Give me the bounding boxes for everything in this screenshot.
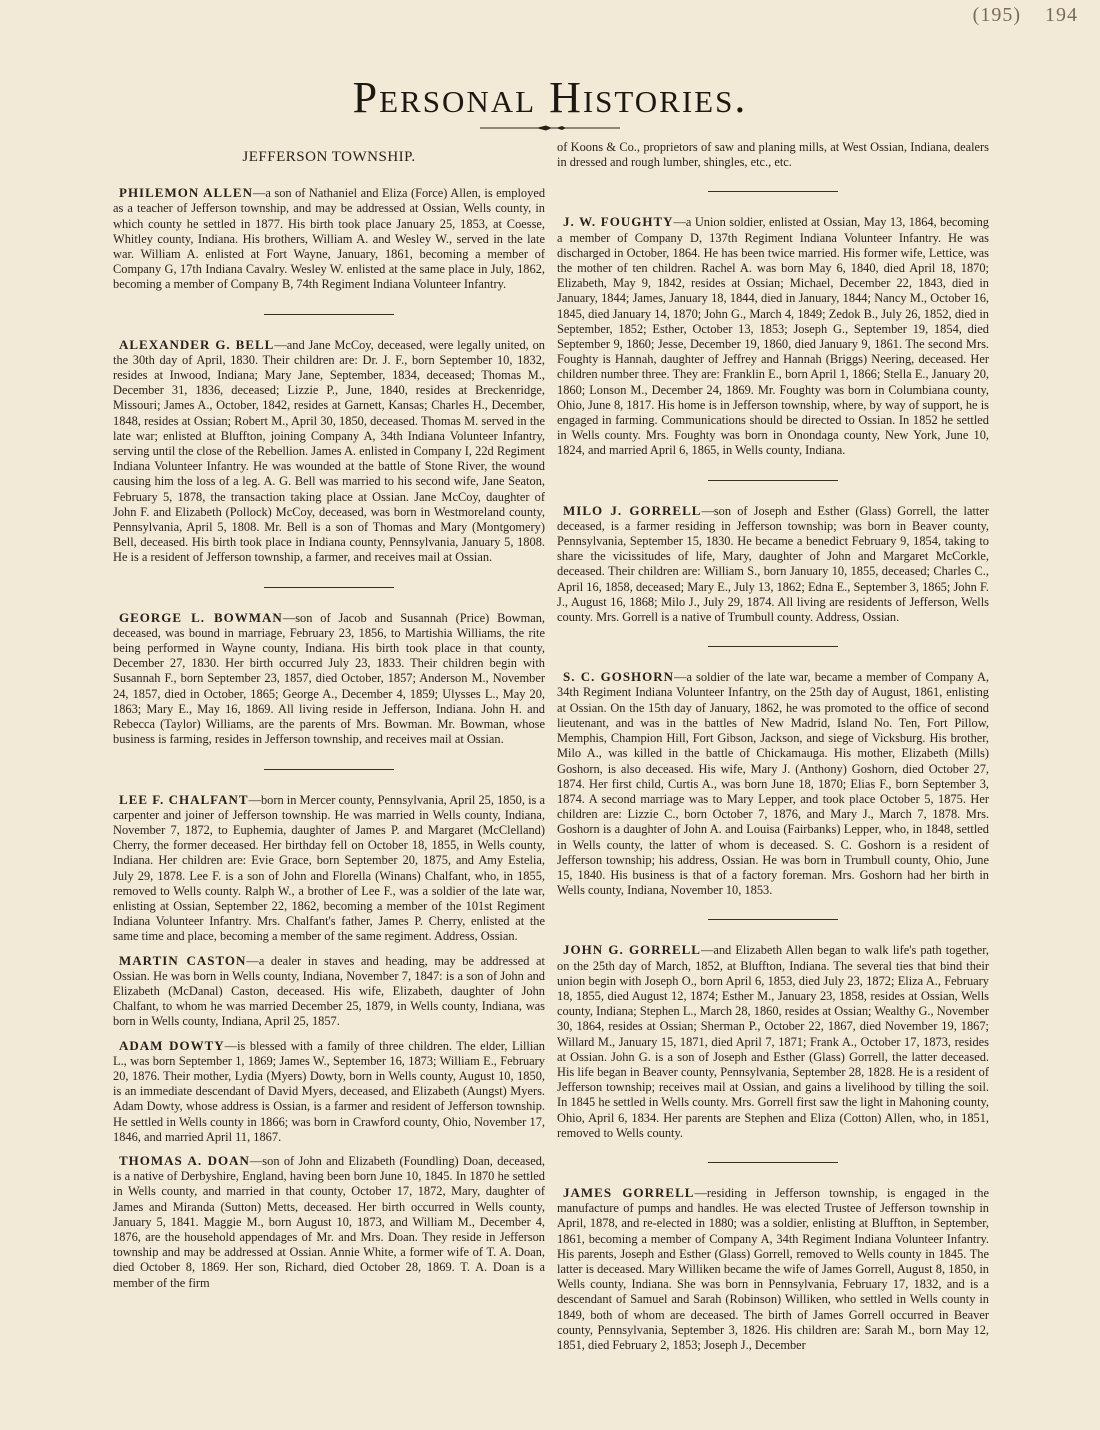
page-number: [973, 4, 1078, 27]
entry-adam-dowty: [113, 1038, 545, 1145]
spacer: [113, 945, 545, 953]
separator: [264, 587, 394, 588]
entry-name: MILO J. GORRELL: [563, 502, 702, 518]
entry-lee-f-chalfant: [113, 792, 545, 945]
title-ornament: [480, 125, 620, 131]
separator: [708, 919, 838, 920]
entry-text: —born in Mercer county, Pennsylvania, April 25, 1850, is a carpenter and joiner of Jefferson township. He was married in Wells county, Indiana, November 7, 1872, to Euphemia, daughter of James P. and Margaret (McClelland) Cherry, the former deceased. Her birthday fell on October 18, 1855, in Wells county, Indiana. Her children are: Evie Grace, born September 20, 1875, and Amy Estelia, July 29, 1878. Lee F. is a son of John and Florella (Winans) Chalfant, who, in 1855, removed to Wells county. Ralph W., a brother of Lee F., was a soldier of the late war, enlisting at Ossian, September 22, 1862, becoming a member of the 101st Regiment Indiana Volunteer Infantry. Mrs. Chalfant's father, James P. Cherry, enlisted at the same time and place, becoming a member of the same regiment. Address, Ossian.: [113, 792, 545, 944]
entry-text: —is blessed with a family of three children. The elder, Lillian L., was born September 1, 1869; James W., September 16, 1873; William E., February 20, 1876. Their mother, Lydia (Myers) Dowty, born in Wells county, August 10, 1850, is an immediate descendant of David Myers, deceased, and Elizabeth (Aungst) Myers. Adam Dowty, whose address is Ossian, is a farmer and resident of Jefferson township. He settled in Wells county in 1866; was born in Crawford county, Ohio, November 17, 1846, and married April 11, 1867.: [113, 1038, 546, 1144]
entry-text: —and Elizabeth Allen began to walk life's path together, on the 25th day of March, 1852, at Bluffton, Indiana. The several ties that bind their union begin with Joseph O., born April 6, 1853, died July 23, 1872; Eliza A., February 18, 1855, died August 12, 1874; Esther M., January 23, 1858, resides at Ossian, Wells county, Indiana; Stephen L., March 28, 1860, resides at Ossian; Wealthy G., November 30, 1864, resides at Ossian; Sherman P., October 22, 1867, died November 19, 1867; Willard M., January 15, 1871, died April 7, 1871; Frank A., October 17, 1873, resides at Ossian. John G. is a son of Joseph and Esther (Glass) Gorrell, the latter deceased. His life began in Beaver county, Pennsylvania, September 28, 1828. He is a resident of Jefferson township; receives mail at Ossian, and gains a livelihood by tilling the soil. In 1845 he settled in Wells county. Mrs. Gorrell first saw the light in Mahoning county, Ohio, April 6, 1834. Her parents are Stephen and Eliza (Cotton) Allen, who, in 1851, removed to Wells county.: [557, 943, 989, 1140]
left-column: [113, 140, 545, 1291]
separator: [264, 314, 394, 315]
spacer: [113, 1145, 545, 1153]
entry-name: LEE F. CHALFANT: [119, 791, 249, 807]
entry-name: MARTIN CASTON: [119, 952, 247, 968]
entry-s-c-goshorn: [557, 669, 989, 898]
separator: [708, 1162, 838, 1163]
entry-name: JOHN G. GORRELL: [563, 942, 701, 958]
entry-j-w-foughty: [557, 214, 989, 458]
page-number-parenthetical: (195): [972, 4, 1021, 26]
entry-text: —a Union soldier, enlisted at Ossian, May 13, 1864, becoming a member of Company D, 137th Regiment Indiana Volunteer Infantry. He was discharged in October, 1864. He has been twice married. His former wife, Lettice, was the mother of ten children. Rachel A. was born May 6, 1840, died April 18, 1870; Elizabeth, May 9, 1842, resides at Ossian; Michael, December 22, 1843, died in January, 1844; James, January 18, 1844, died in January, 1844; Nancy M., October 16, 1845, died January 14, 1870; John G., March 4, 1849; Zedok B., July 26, 1852, died in September, 1852; Esther, October 13, 1853; Joseph G., September 19, 1854, died September 9, 1860; Jesse, December 19, 1860, died January 9, 1861. The second Mrs. Foughty is Hannah, daughter of Jeffrey and Hannah (Briggs) Neering, deceased. Her children number three. They are: Franklin E., born April 1, 1866; Stella E., January 20, 1860; Lonson M., December 24, 1869. Mr. Foughty was born in Columbiana county, Ohio, June 8, 1817. His home is in Jefferson township, where, by way of support, he is engaged in farming. Communications should be directed to Ossian. In 1852 he settled in Wells county. Mrs. Foughty was born in Onondaga county, New York, June 10, 1824, and married April 6, 1865, in Wells county, Indiana.: [557, 215, 989, 458]
entry-name: PHILEMON ALLEN: [119, 185, 253, 201]
entry-name: ADAM DOWTY: [119, 1037, 225, 1053]
separator: [708, 646, 838, 647]
entry-name: GEORGE L. BOWMAN: [119, 609, 283, 625]
entry-name: THOMAS A. DOAN: [119, 1152, 250, 1168]
entry-text: —a dealer in staves and heading, may be addressed at Ossian. He was born in Wells county, Indiana, November 7, 1847: is a son of John and Elizabeth (McDanal) Caston, deceased. His wife, Elizabeth, daughter of John Chalfant, to whom he was married December 25, 1879, in Wells county, Indiana, was born in Wells county, Indiana, April 25, 1857.: [113, 953, 545, 1029]
separator: [708, 480, 838, 481]
entry-name: S. C. GOSHORN: [563, 669, 675, 685]
entry-text: —and Jane McCoy, deceased, were legally united, on the 30th day of April, 1830. Their children are: Dr. J. F., born September 10, 1832, resides at Inwood, Indiana; Mary Jane, September, 1834, deceased; Thomas M., December 31, 1836, deceased; Lizzie P., June, 1840, resides at Breckenridge, Missouri; James A., October, 1842, resides at Garnett, Kansas; Charles H., December, 1848, resides at Ossian; Robert M., April 30, 1850, deceased. Thomas M. served in the late war; enlisted at Bluffton, joining Company A, 34th Indiana Volunteer Infantry, serving until the close of the Rebellion. James A. enlisted in Company I, 22d Regiment Indiana Volunteer Infantry. He was wounded at the battle of Stone River, the wound causing him the loss of a leg. A. G. Bell was married to his second wife, Jane Seaton, February 5, 1878, the transaction taking place at Ossian. Jane McCoy, daughter of John F. and Elizabeth (Pollock) McCoy, deceased, was born in Westmoreland county, Pennsylvania, April 5, 1808. Mr. Bell is a son of Thomas and Mary (Montgomery) Bell, deceased. His birth took place in Indiana county, Pennsylvania, January 5, 1808. He is a resident of Jefferson township, a farmer, and receives mail at Ossian.: [113, 337, 545, 565]
entry-george-l-bowman: [113, 610, 545, 748]
entry-text: —son of Jacob and Susannah (Price) Bowman, deceased, was bound in marriage, February 23, 1856, to Martishia Williams, the rite being performed in Wayne county, Indiana. His birth took place in that county, December 27, 1830. Her birth occurred July 23, 1833. Their children begin with Susannah F., born September 23, 1857, died October, 1857; Anderson M., November 24, 1857, died in October, 1865; George A., December 4, 1859; Ulysses L., May 20, 1863; Mary E., May 16, 1869. All living reside in Jefferson, Indiana. John H. and Rebecca (Taylor) Williams, are the parents of Mrs. Bowman. Mr. Bowman, whose business is farming, resides in Jefferson township, and receives mail at Ossian.: [113, 610, 545, 747]
entry-text: —a son of Nathaniel and Eliza (Force) Allen, is employed as a teacher of Jefferson township, and may be addressed at Ossian, Wells county, in which county he settled in 1877. His birth took place January 25, 1853, at Coesse, Whitley county, Indiana. His brothers, William A. and Wesley W., served in the late war. William A. enlisted at Fort Wayne, January, 1861, becoming a member of Company G, 17th Indiana Cavalry. Wesley W. enlisted at the same place in July, 1862, becoming a member of Company B, 74th Regiment Indiana Volunteer Infantry.: [113, 186, 546, 292]
entry-text: —residing in Jefferson township, is engaged in the manufacture of pumps and handles. He was elected Trustee of Jefferson township in April, 1878, and re-elected in 1880; was a soldier, enlisting at Bluffton, in September, 1861, becoming a member of Company A, 34th Regiment Indiana Volunteer Infantry. His parents, Joseph and Esther (Glass) Gorrell, removed to Wells county in 1845. The latter is deceased. Mary Williken became the wife of James Gorrell, August 8, 1850, in Wells county, Indiana. She was born in Pennsylvania, February 17, 1832, and is a descendant of Samuel and Sarah (Robinson) Williken, who settled in Wells county in 1849, both of whom are deceased. The birth of James Gorrell occurred in Beaver county, Pennsylvania, September 3, 1826. His children are: Sarah M., born May 12, 1851, died February 2, 1853; Joseph J., December: [557, 1185, 989, 1352]
continued-text: of Koons & Co., proprietors of saw and planing mills, at West Ossian, Indiana, dealers in dressed and rough lumber, shingles, etc., etc.: [557, 140, 989, 170]
entry-text: —son of Joseph and Esther (Glass) Gorrell, the latter deceased, is a farmer residing in Jefferson township; was born in Beaver county, Pennsylvania, September 15, 1830. He became a benedict February 9, 1854, taking to share the vicissitudes of life, Mary, daughter of John and Margaret McCorkle, deceased. Their children are: William S., born January 10, 1855, deceased; Charles C., April 16, 1858, deceased; Mary E., July 13, 1862; Edna E., September 3, 1865; John F. J., August 16, 1868; Milo J., July 29, 1874. All living are residents of Jefferson, Wells county. Mrs. Gorrell is a native of Trumbull county. Address, Ossian.: [557, 503, 989, 625]
page-number-main: 194: [1045, 4, 1078, 26]
entry-james-gorrell: [557, 1185, 989, 1353]
entry-thomas-a-doan: [113, 1153, 545, 1291]
spacer: [113, 1030, 545, 1038]
entry-name: JAMES GORRELL: [563, 1184, 695, 1200]
entry-john-g-gorrell: [557, 942, 989, 1141]
entry-philemon-allen: [113, 185, 545, 292]
entry-name: J. W. FOUGHTY: [563, 214, 674, 230]
entry-alexander-g-bell: [113, 337, 545, 566]
entry-milo-j-gorrell: [557, 503, 989, 626]
page-title: Personal Histories.: [352, 73, 748, 122]
separator: [264, 769, 394, 770]
separator: [708, 191, 838, 192]
right-column: [557, 140, 989, 1353]
entry-text: —a soldier of the late war, became a member of Company A, 34th Regiment Indiana Volunteer Infantry, on the 25th day of August, 1861, enlisting at Ossian. On the 15th day of January, 1862, he was promoted to the office of second lieutenant, and was in the battles of New Madrid, Island No. Ten, Fort Pillow, Memphis, Champion Hill, Fort Gibson, Jackson, and siege of Vicksburg. His brother, Milo A., was killed in the battle of Chickamauga. His mother, Elizabeth (Mills) Goshorn, is also deceased. His wife, Mary J. (Anthony) Goshorn, died October 27, 1874. Her first child, Curtis A., was born June 18, 1870; Elias F., born September 3, 1874. A second marriage was to Mary Lepper, and took place October 5, 1875. Her children are: Lizzie C., born October 7, 1876, and Mary J., March 7, 1878. Mrs. Goshorn is a daughter of John A. and Louisa (Fairbanks) Lepper, who, in 1848, settled in Wells county, the latter of whom is deceased. S. C. Goshorn is a resident of Jefferson township; his address, Ossian. He was born in Trumbull county, Ohio, June 15, 1840. His business is that of a factory foreman. Mrs. Goshorn had her birth in Wells county, Indiana, November 10, 1853.: [557, 670, 989, 898]
entry-text: —son of John and Elizabeth (Foundling) Doan, deceased, is a native of Derbyshire, England, having been born June 10, 1845. In 1870 he settled in Wells county, and married in that county, October 17, 1872, Mary, daughter of James and Miranda (Sutton) Metts, deceased. Her birth occurred in Wells county, January 5, 1841. Maggie M., born August 10, 1873, and William M., December 4, 1876, are the household appendages of Mr. and Mrs. Doan. They reside in Jefferson township and may be addressed at Ossian. Annie White, a former wife of T. A. Doan, died October 8, 1869. Her son, Richard, died October 28, 1869. T. A. Doan is a member of the firm: [113, 1153, 546, 1290]
entry-martin-caston: [113, 953, 545, 1030]
entry-name: ALEXANDER G. BELL: [119, 336, 275, 352]
section-heading: JEFFERSON TOWNSHIP.: [242, 149, 416, 165]
